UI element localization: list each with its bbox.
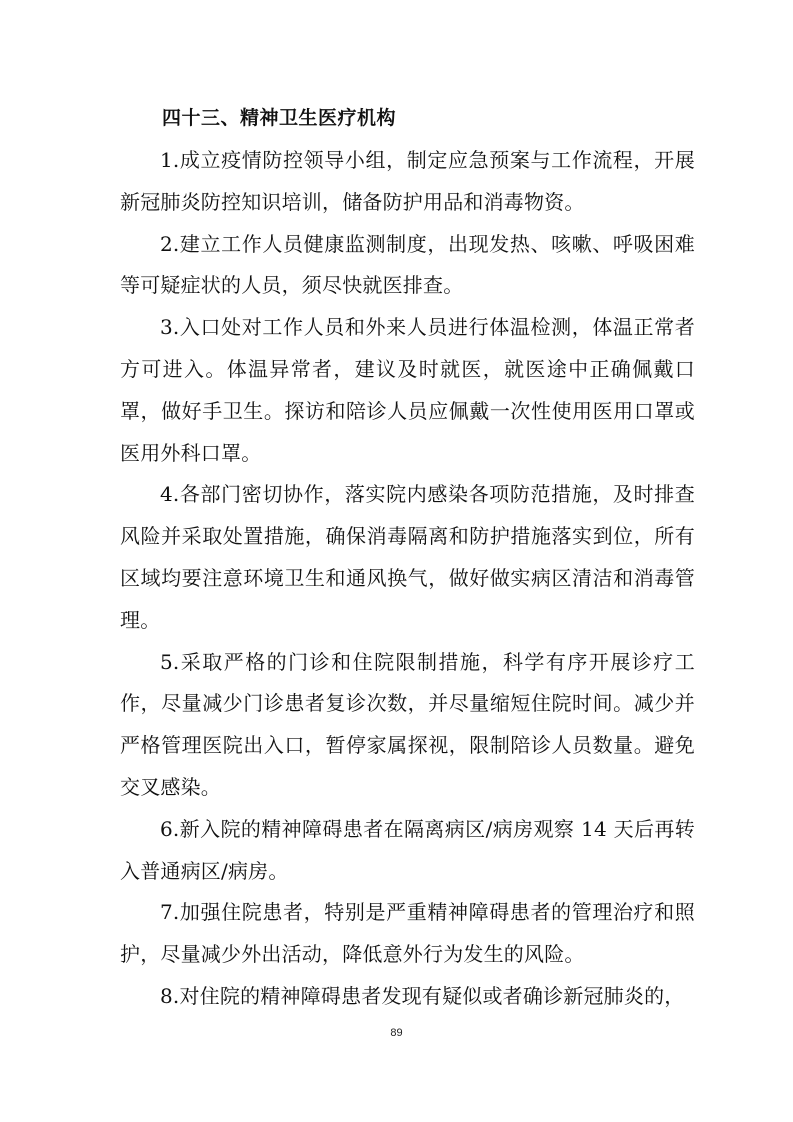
section-heading: 四十三、精神卫生医疗机构 [162,107,397,129]
page-number: 89 [390,1027,403,1039]
paragraph-1: 1.成立疫情防控领导小组，制定应急预案与工作流程，开展新冠肺炎防控知识培训，储备防护用品和消毒物资。 [120,148,695,214]
paragraph-5: 5.采取严格的门诊和住院限制措施，科学有序开展诊疗工作，尽量减少门诊患者复诊次数，并尽量缩短住院时间。减少并严格管理医院出入口，暂停家属探视，限制陪诊人员数量。避免交叉感染。 [120,649,695,799]
paragraph-2: 2.建立工作人员健康监测制度，出现发热、咳嗽、呼吸困难等可疑症状的人员，须尽快就医排查。 [120,231,695,298]
document-body [120,98,695,1018]
paragraph-6: 6.新入院的精神障碍患者在隔离病区/病房观察 14 天后再转入普通病区/病房。 [120,816,695,883]
paragraph-8: 8.对住院的精神障碍患者发现有疑似或者确诊新冠肺炎的， [160,983,685,1008]
paragraph-7: 7.加强住院患者，特别是严重精神障碍患者的管理治疗和照护，尽量减少外出活动，降低意外行为发生的风险。 [120,900,695,967]
paragraph-4: 4.各部门密切协作，落实院内感染各项防范措施，及时排查风险并采取处置措施，确保消毒隔离和防护措施落实到位，所有区域均要注意环境卫生和通风换气，做好做实病区清洁和消毒管理。 [120,482,695,632]
paragraph-3: 3.入口处对工作人员和外来人员进行体温检测，体温正常者方可进入。体温异常者，建议及时就医，就医途中正确佩戴口罩，做好手卫生。探访和陪诊人员应佩戴一次性使用医用口罩或医用外科口罩。 [120,315,695,465]
